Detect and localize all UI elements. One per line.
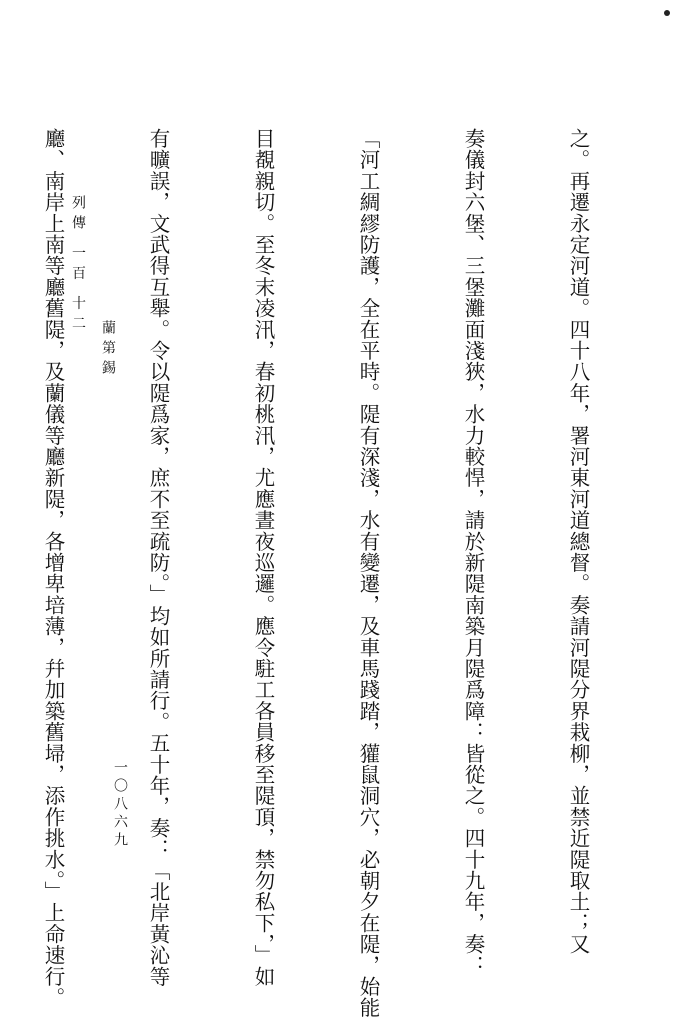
text-column: 有曠誤，文武得互舉。令以隄爲家，庶不至疏防。」均如所請行。五十年，奏：「北岸黃沁等 <box>146 128 170 987</box>
biography-name-header: 蘭第錫 <box>100 320 116 380</box>
text-column: 之。再遷永定河道。四十八年，署河東河道總督。奏請河隄分界栽柳，並禁近隄取土；又 <box>566 128 590 955</box>
text-column: 「河工綢繆防護，全在平時。隄有深淺，水有變遷，及車馬踐踏，獾鼠洞穴，必朝夕在隄，始能 <box>356 128 380 1018</box>
text-column: 目覩親切。至冬末凌汛，春初桃汛，尤應晝夜巡邏。應令駐工各員移至隄頂，禁勿私下，」如 <box>251 128 275 987</box>
text-column: 廳、南岸上南等廳舊隄，及蘭儀等廳新隄，各增卑培薄，幷加築舊埽，添作挑水。」上命速行。 <box>41 128 65 1009</box>
page-number: 一〇八六九 <box>112 760 128 850</box>
text-column: 奏儀封六堡、三堡灘面淺狹，水力較悍，請於新隄南築月隄爲障：皆從之。四十九年，奏： <box>461 128 485 976</box>
chapter-header: 列傳 一百 十二 <box>70 195 86 336</box>
corner-dot-mark <box>664 10 670 16</box>
